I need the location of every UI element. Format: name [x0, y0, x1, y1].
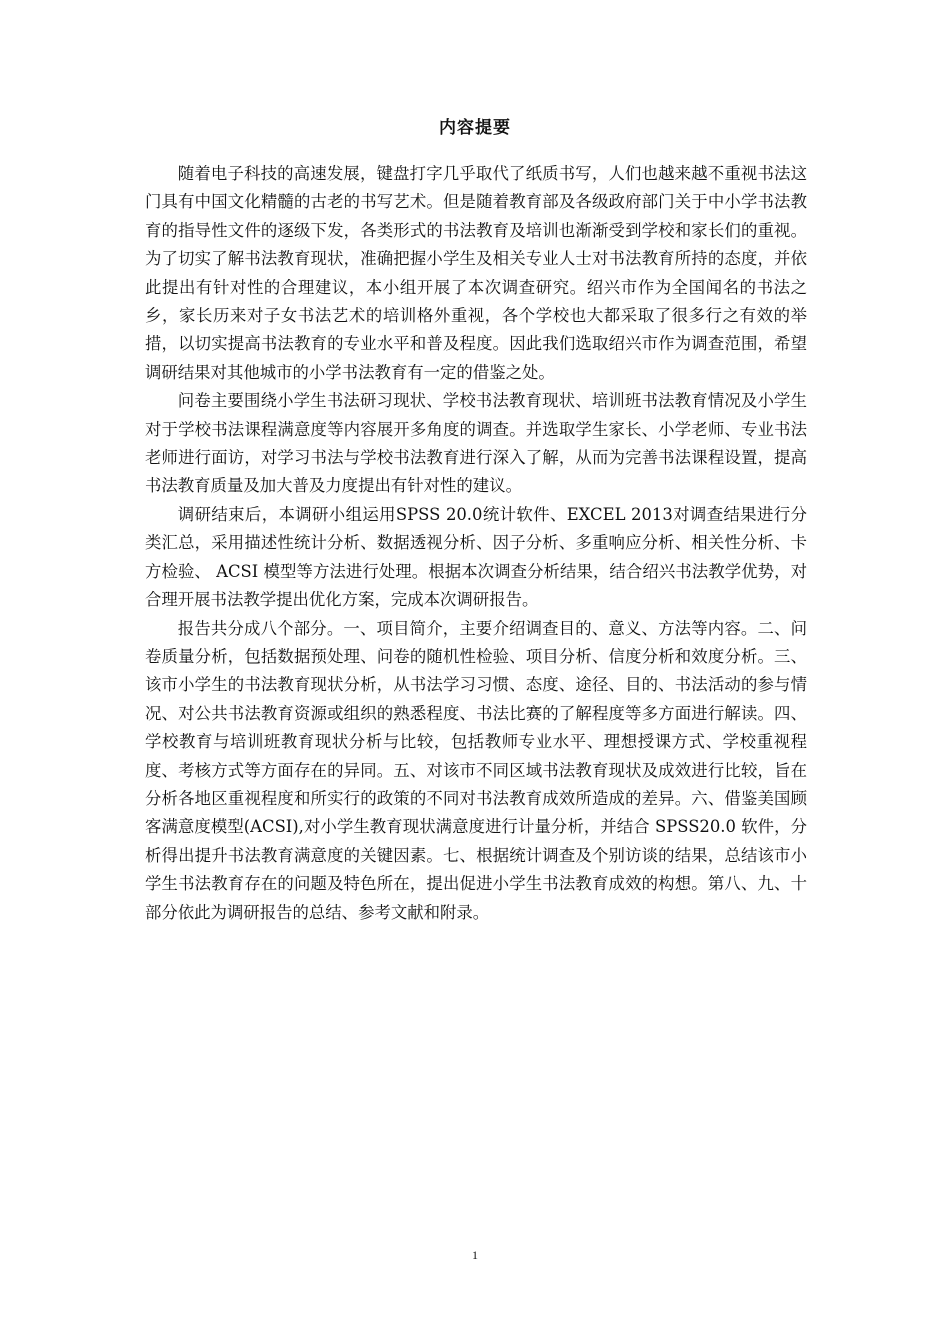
page-number: 1 — [472, 1248, 478, 1262]
page-title: 内容提要 — [439, 118, 511, 138]
paragraph-intro: 随着电子科技的高速发展，键盘打字几乎取代了纸质书写，人们也越来越不重视书法这门具有中国文化精髓的古老的书写艺术。但是随着教育部及各级政府部门关于中小学书法教育的指导性文件的逐级下发，各类形式的书法教育及培训也渐渐受到学校和家长们的重视。为了切实了解书法教育现状，准确把握小学生及相关专业人士对书法教育所持的态度，并依此提出有针对性的合理建议，本小组开展了本次调查研究。绍兴市作为全国闻名的书法之乡，家长历来对子女书法艺术的培训格外重视，各个学校也大都采取了很多行之有效的举措，以切实提高书法教育的专业水平和普及程度。因此我们选取绍兴市作为调查范围，希望调研结果对其他城市的小学书法教育有一定的借鉴之处。 — [145, 164, 807, 382]
paragraph-questionnaire: 问卷主要围绕小学生书法研习现状、学校书法教育现状、培训班书法教育情况及小学生对于学校书法课程满意度等内容展开多角度的调查。并选取学生家长、小学老师、专业书法老师进行面访，对学习书法与学校书法教育进行深入了解，从而为完善书法课程设置，提高书法教育质量及加大普及力度提出有针对性的建议。 — [145, 391, 807, 496]
paragraph-methods: 调研结束后，本调研小组运用SPSS 20.0统计软件、EXCEL 2013对调查结果进行分类汇总，采用描述性统计分析、数据透视分析、因子分析、多重响应分析、相关性分析、卡方检验、 ACSI 模型等方法进行处理。根据本次调查分析结果，结合绍兴书法教学优势，对合理开展书法教学提出优化方案，完成本次调研报告。 — [145, 504, 807, 610]
body-text — [145, 160, 807, 927]
paragraph-report-structure: 报告共分成八个部分。一、项目简介，主要介绍调查目的、意义、方法等内容。二、问卷质量分析，包括数据预处理、问卷的随机性检验、项目分析、信度分析和效度分析。三、该市小学生的书法教育现状分析，从书法学习习惯、态度、途径、目的、书法活动的参与情况、对公共书法教育资源或组织的熟悉程度、书法比赛的了解程度等多方面进行解读。四、学校教育与培训班教育现状分析与比较，包括教师专业水平、理想授课方式、学校重视程度、考核方式等方面存在的异同。五、对该市不同区域书法教育现状及成效进行比较，旨在分析各地区重视程度和所实行的政策的不同对书法教育成效所造成的差异。六、借鉴美国顾客满意度模型(ACSI),对小学生教育现状满意度进行计量分析，并结合 SPSS20.0 软件，分析得出提升书法教育满意度的关键因素。七、根据统计调查及个别访谈的结果，总结该市小学生书法教育存在的问题及特色所在，提出促进小学生书法教育成效的构想。第八、九、十部分依此为调研报告的总结、参考文献和附录。 — [145, 618, 807, 922]
